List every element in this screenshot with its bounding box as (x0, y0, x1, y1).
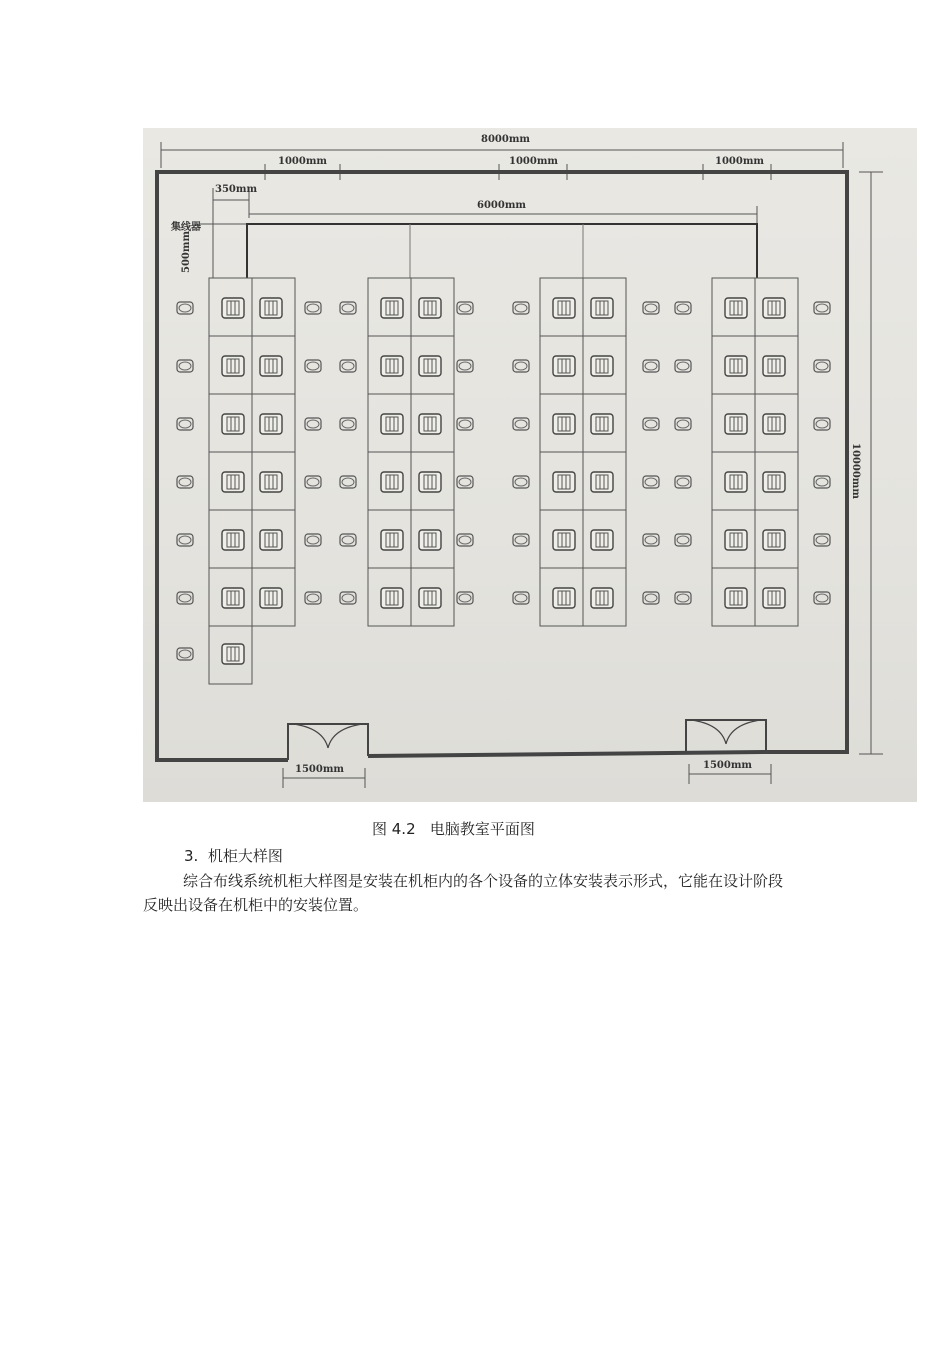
computer-icon (553, 356, 575, 376)
computer-icon (222, 472, 244, 492)
computer-icon (725, 414, 747, 434)
stool-icon (457, 534, 473, 546)
stool-icon (305, 418, 321, 430)
computer-icon (553, 530, 575, 550)
stool-icon (457, 360, 473, 372)
stool-icon (305, 592, 321, 604)
floor-plan-figure (143, 128, 917, 802)
computer-icon (419, 356, 441, 376)
computer-icon (419, 472, 441, 492)
stool-seat (459, 594, 471, 602)
stool-icon (457, 476, 473, 488)
stool-icon (675, 534, 691, 546)
stool-seat (179, 362, 191, 370)
computer-icon (260, 356, 282, 376)
computer-icon (381, 472, 403, 492)
dimension-total-height (850, 172, 883, 754)
stool-icon (177, 418, 193, 430)
stool-icon (513, 360, 529, 372)
stool-icon (675, 360, 691, 372)
computer-icon (591, 472, 613, 492)
stool-icon (513, 592, 529, 604)
stool-seat (677, 420, 689, 428)
stool-icon (305, 476, 321, 488)
computer-icon (222, 414, 244, 434)
computer-icon (553, 588, 575, 608)
stool-seat (645, 362, 657, 370)
stool-seat (816, 420, 828, 428)
stool-icon (340, 476, 356, 488)
dim-door-left: 1500mm (295, 764, 344, 775)
stool-icon (643, 534, 659, 546)
stool-seat (342, 536, 354, 544)
stool-seat (459, 304, 471, 312)
stool-seat (677, 478, 689, 486)
stool-seat (515, 594, 527, 602)
stool-icon (643, 302, 659, 314)
stool-icon (177, 534, 193, 546)
stool-seat (307, 594, 319, 602)
computer-icon (260, 414, 282, 434)
computer-icon (591, 530, 613, 550)
stool-icon (177, 476, 193, 488)
stool-icon (643, 360, 659, 372)
dim-total-width-label: 8000mm (481, 134, 530, 145)
stool-seat (677, 536, 689, 544)
stool-seat (307, 536, 319, 544)
stool-icon (675, 476, 691, 488)
stool-seat (816, 478, 828, 486)
computer-icon (419, 588, 441, 608)
computer-icon (381, 588, 403, 608)
computer-icon (591, 588, 613, 608)
stool-icon (305, 534, 321, 546)
stool-seat (459, 536, 471, 544)
stool-icon (643, 476, 659, 488)
stool-icon (513, 418, 529, 430)
stool-icon (457, 302, 473, 314)
stool-icon (340, 592, 356, 604)
stool-icon (814, 476, 830, 488)
stool-icon (814, 360, 830, 372)
section-title: 机柜大样图 (207, 847, 283, 865)
computer-icon (260, 530, 282, 550)
computer-icon (553, 472, 575, 492)
stool-icon (513, 476, 529, 488)
stool-icon (643, 418, 659, 430)
computer-icon (260, 588, 282, 608)
stool-seat (307, 362, 319, 370)
dimension-cable (171, 184, 757, 278)
stool-seat (342, 478, 354, 486)
figure-caption: 图 4.2 电脑教室平面图 (372, 820, 535, 838)
stool-seat (307, 420, 319, 428)
stool-seat (645, 594, 657, 602)
stool-seat (645, 304, 657, 312)
stool-icon (340, 534, 356, 546)
stool-seat (179, 594, 191, 602)
stool-icon (643, 592, 659, 604)
stool-seat (179, 420, 191, 428)
computer-icon (381, 298, 403, 318)
computer-icon (222, 298, 244, 318)
dimension-spacings (265, 156, 771, 180)
computer-icon (222, 588, 244, 608)
desk-block (368, 278, 454, 626)
stool-icon (814, 302, 830, 314)
cable-trunk (247, 224, 757, 278)
desk-blocks (209, 278, 798, 684)
computer-icon (591, 414, 613, 434)
stool-seat (677, 594, 689, 602)
stool-icon (457, 418, 473, 430)
stool-icon (340, 418, 356, 430)
stool-icon (814, 534, 830, 546)
stool-seat (342, 362, 354, 370)
computer-icon (222, 356, 244, 376)
stool-icon (305, 360, 321, 372)
stool-seat (816, 594, 828, 602)
stool-icon (814, 418, 830, 430)
dim-spacing-1: 1000mm (278, 156, 327, 167)
computer-icon (381, 414, 403, 434)
computer-icon (725, 588, 747, 608)
stool-icon (513, 302, 529, 314)
dim-total-height-label: 10000mm (850, 443, 861, 499)
hub-label: 集线器 (171, 222, 201, 233)
stool-seat (179, 536, 191, 544)
computer-icon (591, 356, 613, 376)
computer-icon (725, 298, 747, 318)
stool-seat (515, 478, 527, 486)
computer-icon (763, 530, 785, 550)
stool-seat (515, 304, 527, 312)
computer-icon (763, 414, 785, 434)
computer-icon (260, 298, 282, 318)
computer-icon (419, 298, 441, 318)
computer-icon (553, 414, 575, 434)
stool-icon (340, 360, 356, 372)
stool-icon (675, 302, 691, 314)
stool-icon (814, 592, 830, 604)
computer-icon (763, 472, 785, 492)
stool-seat (342, 304, 354, 312)
stool-seat (645, 478, 657, 486)
stool-seat (307, 478, 319, 486)
stool-seat (459, 362, 471, 370)
stool-seat (677, 362, 689, 370)
computer-icon (725, 472, 747, 492)
stool-icon (675, 418, 691, 430)
stool-icon (177, 302, 193, 314)
computer-icon (419, 530, 441, 550)
dim-cable-run: 6000mm (477, 200, 526, 211)
computer-icon (222, 644, 244, 664)
dim-door-right: 1500mm (703, 760, 752, 771)
stool-seat (645, 536, 657, 544)
dim-spacing-2: 1000mm (509, 156, 558, 167)
computer-icon (260, 472, 282, 492)
desk-block (209, 278, 295, 684)
stool-seat (677, 304, 689, 312)
stool-icon (177, 648, 193, 660)
stool-seat (459, 478, 471, 486)
stool-seat (179, 304, 191, 312)
stool-seat (816, 304, 828, 312)
stool-seat (515, 536, 527, 544)
computer-icon (763, 298, 785, 318)
stool-seat (342, 594, 354, 602)
stool-seat (816, 536, 828, 544)
stool-seat (816, 362, 828, 370)
computer-icon (419, 414, 441, 434)
stool-seat (179, 478, 191, 486)
desk-block (540, 278, 626, 626)
computer-icon (763, 588, 785, 608)
dim-hub-depth: 500mm (181, 230, 192, 273)
stool-icon (340, 302, 356, 314)
computer-icon (725, 356, 747, 376)
computer-icon (725, 530, 747, 550)
stool-seat (179, 650, 191, 658)
stool-icon (513, 534, 529, 546)
section-number: 3. (184, 847, 199, 865)
section-paragraph: 综合布线系统机柜大样图是安装在机柜内的各个设备的立体安装表示形式，它能在设计阶段反映出设备在机柜中的安装位置。 (143, 872, 784, 914)
computer-icon (591, 298, 613, 318)
computer-icon (381, 530, 403, 550)
computer-icon (763, 356, 785, 376)
dim-spacing-3: 1000mm (715, 156, 764, 167)
stool-icon (675, 592, 691, 604)
computer-icon (381, 356, 403, 376)
dim-hub-offset: 350mm (215, 184, 258, 195)
stool-icon (305, 302, 321, 314)
computer-icon (222, 530, 244, 550)
stool-seat (515, 420, 527, 428)
stool-icon (457, 592, 473, 604)
stool-seat (645, 420, 657, 428)
stool-seat (459, 420, 471, 428)
stool-seat (515, 362, 527, 370)
section-heading (184, 845, 283, 866)
computer-icon (553, 298, 575, 318)
stool-seat (307, 304, 319, 312)
stool-icon (177, 592, 193, 604)
stool-seat (342, 420, 354, 428)
stool-icon (177, 360, 193, 372)
desk-block (712, 278, 798, 626)
